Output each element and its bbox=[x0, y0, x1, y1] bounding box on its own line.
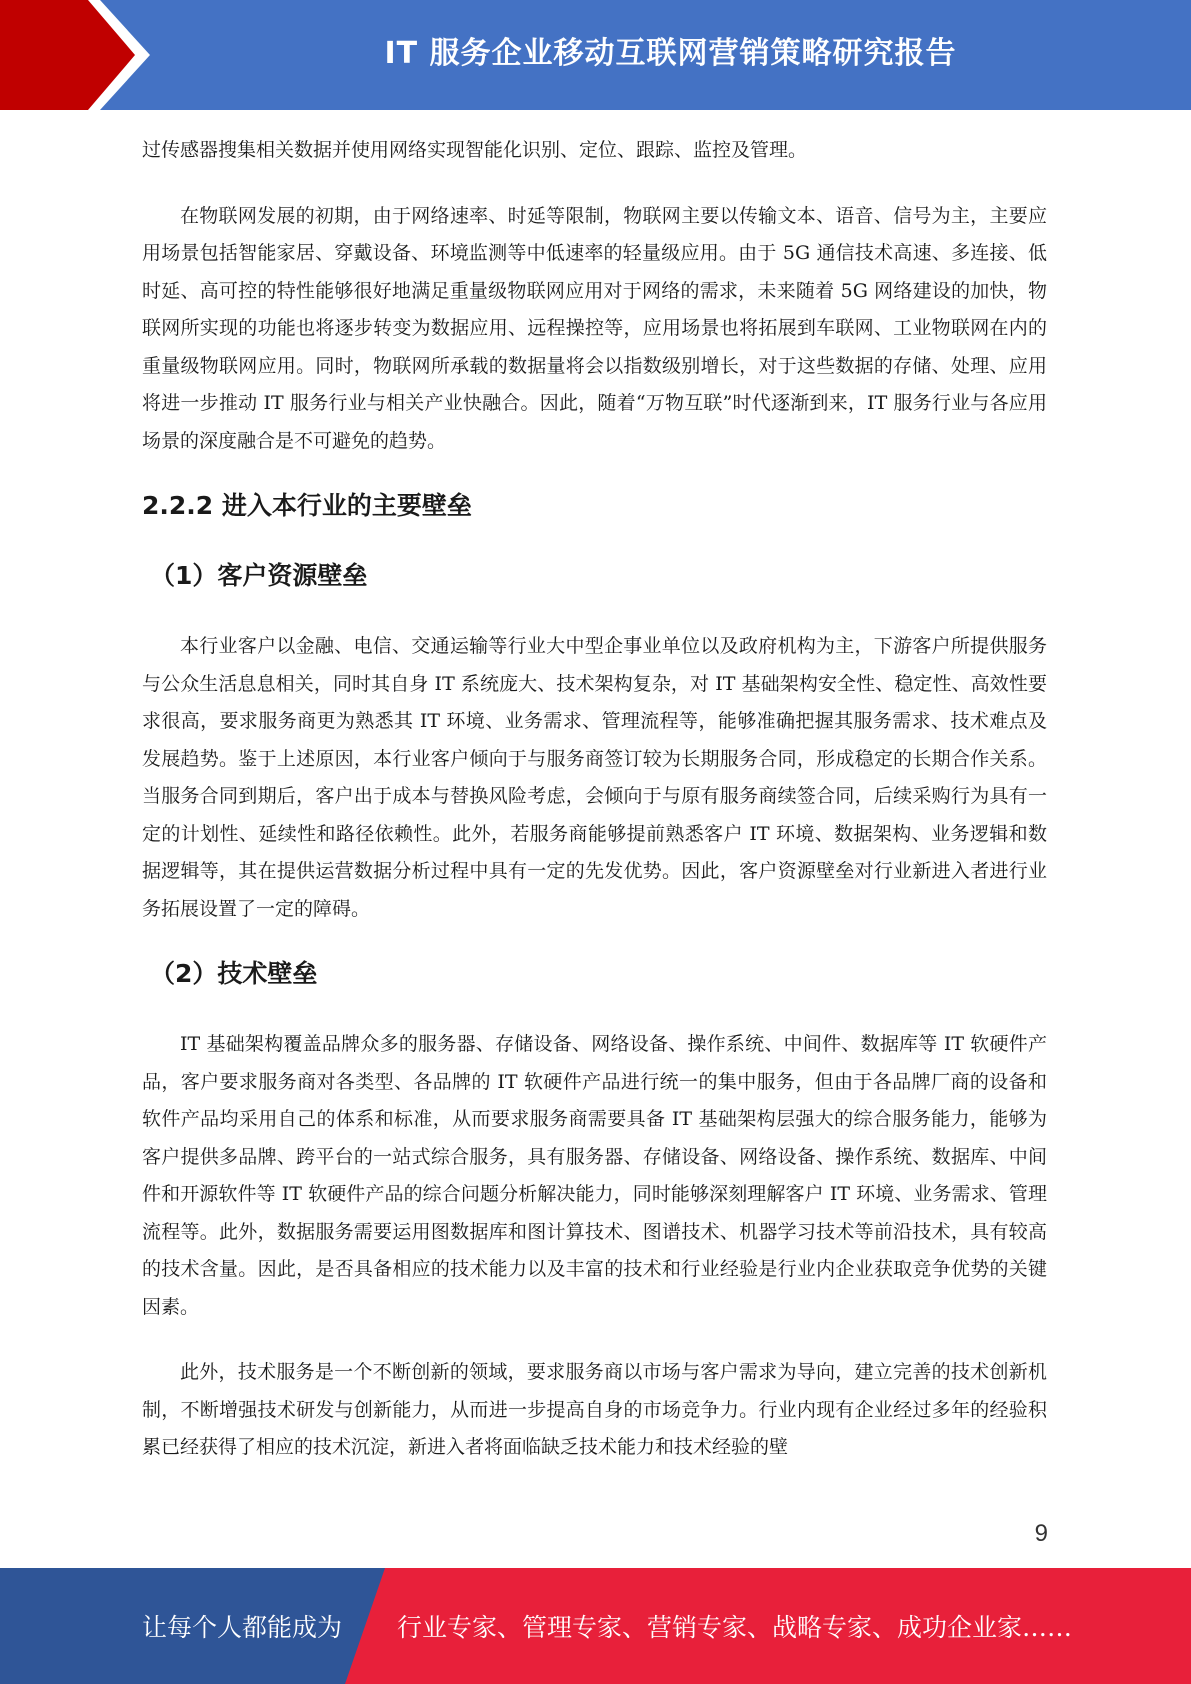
page-content bbox=[142, 132, 1047, 1467]
footer-slogan-right: 行业专家、管理专家、营销专家、战略专家、成功企业家…… bbox=[397, 1613, 1073, 1642]
header-chevron-graphic bbox=[0, 0, 160, 110]
page-number: 9 bbox=[1034, 1520, 1048, 1547]
footer-slogan-left: 让每个人都能成为 bbox=[142, 1613, 343, 1642]
paragraph-iot: 在物联网发展的初期，由于网络速率、时延等限制，物联网主要以传输文本、语音、信号为主，主要应用场景包括智能家居、穿戴设备、环境监测等中低速率的轻量级应用。由于 5G 通信技术高速、多连接、低时延、高可控的特性能够很好地满足重量级物联网应用对于网络的需求，未来随着 5G 网络建设的加快，物联网所实现的功能也将逐步转变为数据应用、远程操控等，应用场景也将拓展到车联网、工业物联网在内的重量级物联网应用。同时，物联网所承载的数据量将会以指数级别增长，对于这些数据的存储、处理、应用将进一步推动 IT 服务行业与相关产业快融合。因此，随着“万物互联”时代逐渐到来，IT 服务行业与各应用场景的深度融合是不可避免的趋势。 bbox=[142, 204, 1047, 452]
paragraph-tech-barrier: IT 基础架构覆盖品牌众多的服务器、存储设备、网络设备、操作系统、中间件、数据库等 IT 软硬件产品，客户要求服务商对各类型、各品牌的 IT 软硬件产品进行统一的集中服务，但由于各品牌厂商的设备和软件产品均采用自己的体系和标准，从而要求服务商需要具备 IT 基础架构层强大的综合服务能力，能够为客户提供多品牌、跨平台的一站式综合服务，具有服务器、存储设备、网络设备、操作系统、数据库、中间件和开源软件等 IT 软硬件产品的综合问题分析解决能力，同时能够深刻理解客户 IT 环境、业务需求、管理流程等。此外，数据服务需要运用图数据库和图计算技术、图谱技术、机器学习技术等前沿技术，具有较高的技术含量。因此，是否具备相应的技术能力以及丰富的技术和行业经验是行业内企业获取竞争优势的关键因素。 bbox=[142, 1033, 1047, 1318]
subsection-heading-tech: （2）技术壁垒 bbox=[150, 959, 318, 988]
paragraph-customer-barrier: 本行业客户以金融、电信、交通运输等行业大中型企事业单位以及政府机构为主，下游客户所提供服务与公众生活息息相关，同时其自身 IT 系统庞大、技术架构复杂，对 IT 基础架构安全性、稳定性、高效性要求很高，要求服务商更为熟悉其 IT 环境、业务需求、管理流程等，能够准确把握其服务需求、技术难点及发展趋势。鉴于上述原因，本行业客户倾向于与服务商签订较为长期服务合同，形成稳定的长期合作关系。当服务合同到期后，客户出于成本与替换风险考虑，会倾向于与原有服务商续签合同，后续采购行为具有一定的计划性、延续性和路径依赖性。此外，若服务商能够提前熟悉客户 IT 环境、数据架构、业务逻辑和数据逻辑等，其在提供运营数据分析过程中具有一定的先发优势。因此，客户资源壁垒对行业新进入者进行业务拓展设置了一定的障碍。 bbox=[142, 635, 1047, 920]
section-heading: 2.2.2 进入本行业的主要壁垒 bbox=[142, 491, 472, 520]
paragraph-innovation: 此外，技术服务是一个不断创新的领域，要求服务商以市场与客户需求为导向，建立完善的技术创新机制，不断增强技术研发与创新能力，从而进一步提高自身的市场竞争力。行业内现有企业经过多年的经验积累已经获得了相应的技术沉淀，新进入者将面临缺乏技术能力和技术经验的壁 bbox=[142, 1361, 1047, 1458]
paragraph-continued: 过传感器搜集相关数据并使用网络实现智能化识别、定位、跟踪、监控及管理。 bbox=[142, 139, 808, 161]
header-banner bbox=[0, 0, 1191, 110]
footer-banner bbox=[0, 1568, 1191, 1684]
subsection-heading-customer: （1）客户资源壁垒 bbox=[150, 561, 368, 590]
report-title: IT 服务企业移动互联网营销策略研究报告 bbox=[384, 36, 957, 71]
